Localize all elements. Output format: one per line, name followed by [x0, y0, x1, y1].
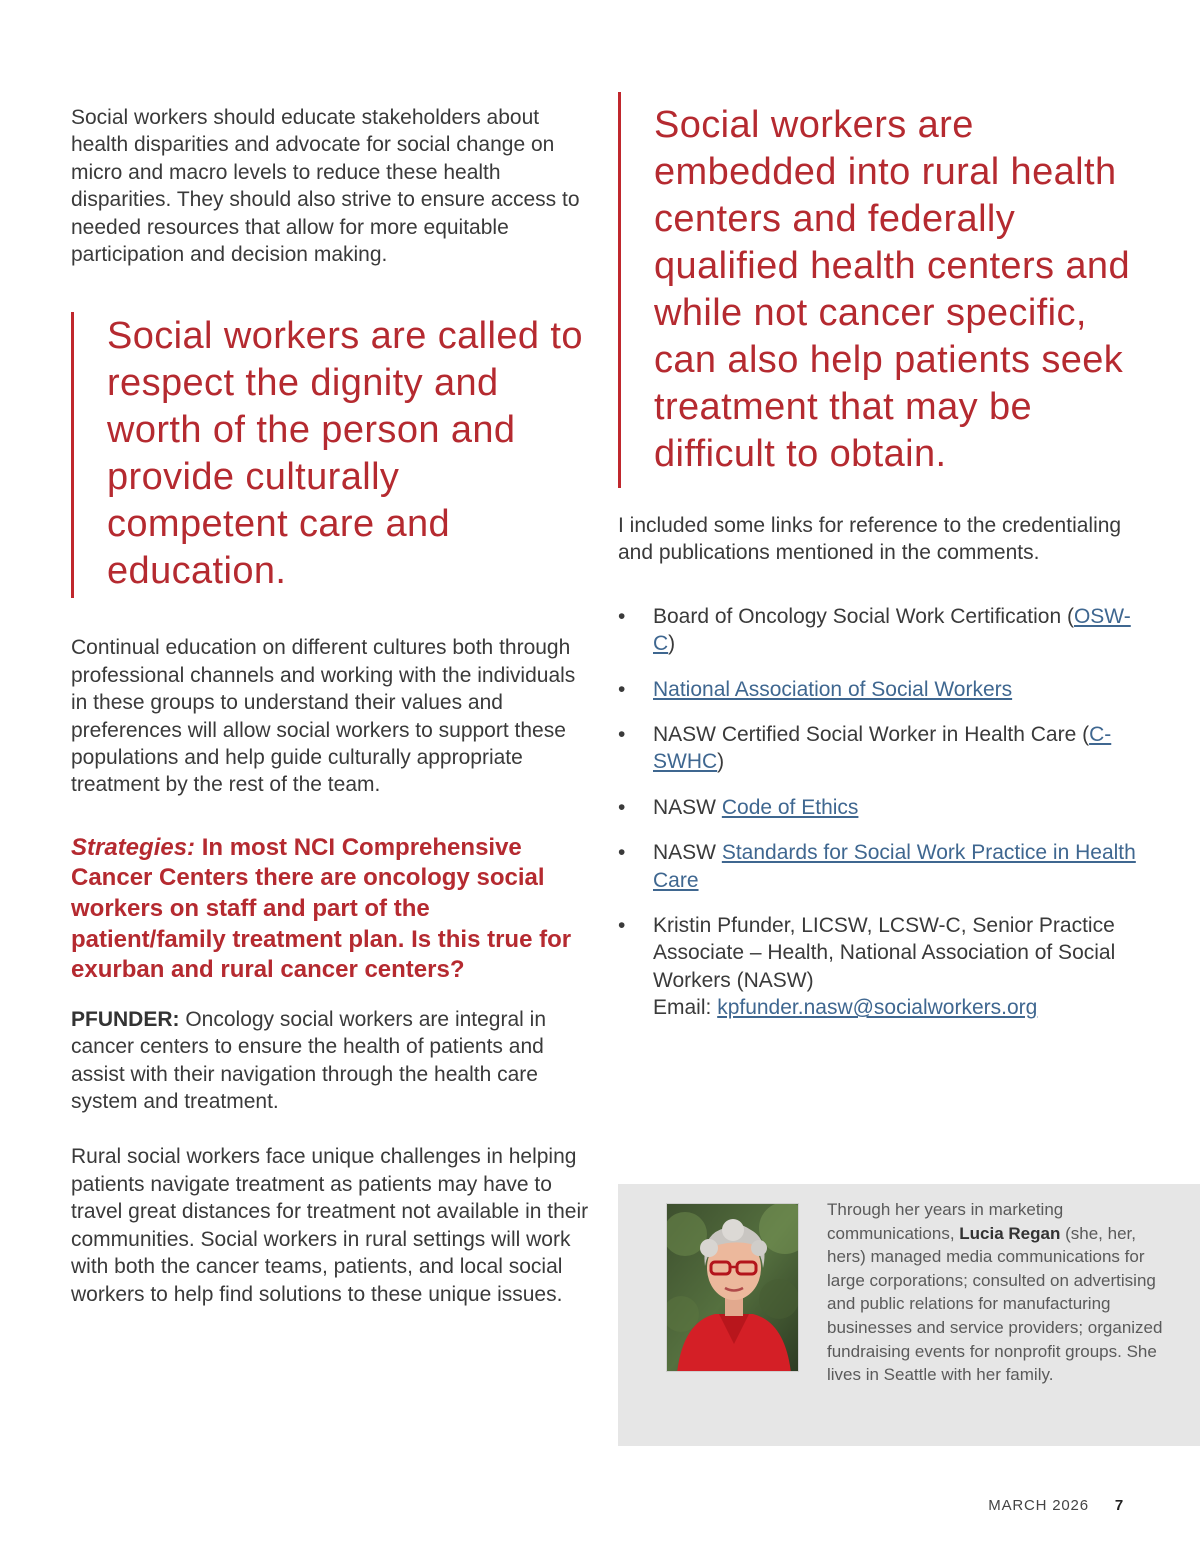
- bio-author-name: Lucia Regan: [959, 1223, 1061, 1243]
- list-item: [618, 603, 1148, 658]
- strategies-question: [71, 833, 591, 986]
- pfunder-answer: [71, 1006, 591, 1116]
- bullet-icon: •: [618, 795, 626, 819]
- bullet-icon: •: [618, 841, 626, 865]
- bullet-icon: •: [618, 604, 626, 628]
- list-item-text: NASW Certified Social Worker in Health Care (: [653, 723, 1090, 747]
- list-item: [618, 721, 1148, 776]
- page-footer: [988, 1497, 1124, 1514]
- list-item: [618, 794, 1148, 821]
- list-item-text: ): [717, 750, 725, 774]
- contact-text: Kristin Pfunder, LICSW, LCSW-C, Senior Practice Associate – Health, National Association of Social Workers (NASW): [653, 914, 1116, 992]
- paragraph-continual-education: Continual education on different cultures both through professional channels and working with the individuals in these groups to understand their values and preferences will allow social workers to support these populations and help guide culturally appropriate treatment by the rest of the team.: [71, 636, 576, 797]
- bio-text-start: Through her years in marketing communications,: [827, 1200, 1064, 1243]
- link-standards-health-care[interactable]: Standards for Social Work Practice in Health Care: [653, 841, 1136, 892]
- bullet-icon: •: [618, 677, 626, 701]
- pullquote-dignity: [71, 312, 591, 598]
- strategies-label: Strategies:: [71, 833, 196, 861]
- strategies-text: In most NCI Comprehensive Cancer Centers there are oncology social workers on staff and part of the patient/family treatment plan. Is this true for exurban and rural cancer centers?: [71, 833, 572, 984]
- link-c-swhc[interactable]: C-SWHC: [653, 723, 1112, 774]
- email-label: Email:: [653, 996, 718, 1020]
- links-intro: I included some links for reference to the credentialing and publications mentioned in the comments.: [618, 514, 1122, 565]
- list-item-text: Board of Oncology Social Work Certification (: [653, 604, 1074, 628]
- pullquote-embedded-text: Social workers are embedded into rural health centers and federally qualified health centers and while not cancer specific, can also help patients seek treatment that may be difficult to obtain.: [654, 104, 1130, 475]
- pullquote-dignity-text: Social workers are called to respect the dignity and worth of the person and provide culturally competent care and education.: [107, 315, 583, 593]
- email-link[interactable]: kpfunder.nasw@socialworkers.org: [717, 996, 1038, 1020]
- pullquote-embedded: [618, 92, 1148, 488]
- bio-text: [827, 1198, 1167, 1387]
- bio-text-end: (she, her, hers) managed media communications for large corporations; consulted on advertising and public relations for manufacturing businesses and service providers; organized fundraising events for nonprofit groups. She lives in Seattle with her family.: [827, 1223, 1163, 1385]
- link-osw-c[interactable]: OSW-C: [653, 604, 1131, 656]
- list-item-text: ): [668, 632, 676, 656]
- bullet-icon: •: [618, 914, 626, 938]
- paragraph-advocacy: Social workers should educate stakeholders about health disparities and advocate for social change on micro and macro levels to reduce these health disparities. They should also strive to ensure access to needed resources that allow for more equitable participation and decision making.: [71, 106, 580, 267]
- reference-links-list: [618, 603, 1148, 1022]
- list-item-text: NASW: [653, 841, 722, 865]
- list-item: [618, 912, 1148, 1022]
- link-code-of-ethics[interactable]: Code of Ethics: [721, 795, 859, 819]
- list-item: [618, 676, 1148, 703]
- paragraph-rural-challenges: Rural social workers face unique challenges in helping patients navigate treatment as patients may have to travel great distances for treatment not available in their communities. Social workers in rural settings will work with both the cancer teams, patients, and local social workers to help find solutions to these unique issues.: [71, 1145, 589, 1306]
- author-photo: [666, 1203, 799, 1372]
- list-item-text: NASW: [653, 795, 722, 819]
- speaker-label: PFUNDER:: [71, 1007, 180, 1031]
- link-nasw[interactable]: National Association of Social Workers: [653, 677, 1013, 701]
- page-number: 7: [1114, 1497, 1124, 1514]
- left-column: [71, 104, 591, 1308]
- list-item: [618, 839, 1148, 894]
- pfunder-answer-text: Oncology social workers are integral in cancer centers to ensure the health of patients and assist with their navigation through the health care system and treatment.: [71, 1007, 546, 1114]
- right-column: [618, 92, 1148, 1040]
- bullet-icon: •: [618, 723, 626, 747]
- author-bio-box: [618, 1184, 1200, 1446]
- issue-date: MARCH 2026: [988, 1497, 1089, 1514]
